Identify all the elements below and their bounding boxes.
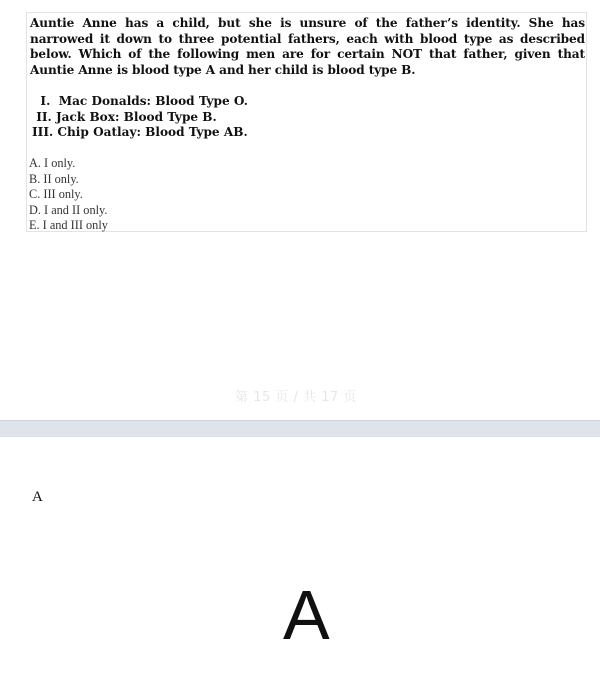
answer-large-text: A xyxy=(283,576,330,654)
choice-b: B. II only. xyxy=(29,171,79,186)
answer-choices-list xyxy=(29,156,108,234)
question-box xyxy=(26,12,587,232)
roman-option-i: I. Mac Donalds: Blood Type O. xyxy=(32,94,248,108)
choice-d: D. I and II only. xyxy=(29,202,108,217)
question-text: Auntie Anne has a child, but she is unsure of the father’s identity. She has narrowed it down to three potential fathers, each with blood type as described below. Which of the following men are for certain NOT that father, given that Auntie Anne is blood type A and her child is blood type B. xyxy=(30,16,585,77)
page-separator xyxy=(0,420,600,437)
page-indicator: 第 15 页 / 共 17 页 xyxy=(235,390,357,405)
choice-a: A. I only. xyxy=(29,156,76,170)
roman-option-iii: III. Chip Oatlay: Blood Type AB. xyxy=(32,125,248,140)
choice-c: C. III only. xyxy=(29,187,83,201)
document-page-bottom xyxy=(0,437,600,685)
roman-option-ii: II. Jack Box: Blood Type B. xyxy=(32,109,217,124)
choice-e: E. I and III only xyxy=(29,218,108,232)
answer-small-text: A xyxy=(32,489,43,505)
roman-options-list xyxy=(32,94,248,141)
